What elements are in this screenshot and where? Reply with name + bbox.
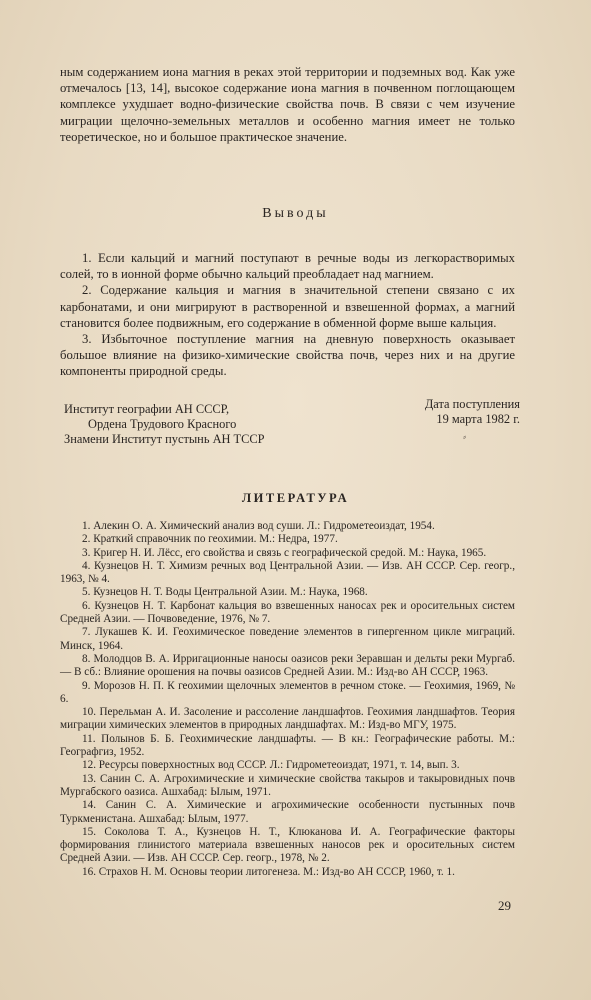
affiliation-line: Ордена Трудового Красного — [88, 417, 237, 431]
conclusion-item: 3. Избыточное поступление магния на дневную поверхность оказывает большое влияние на физико-химические свойства почв, через них и на другие компоненты природной среды. — [60, 332, 515, 379]
intro-paragraph-block — [60, 64, 515, 145]
affiliation-line: Знамени Институт пустынь АН ТССР — [64, 432, 265, 446]
references-heading: ЛИТЕРАТУРА — [241, 491, 350, 505]
reference-item: 6. Кузнецов Н. Т. Карбонат кальция во взвешенных наносах рек и оросительных систем Средней Азии. — Почвоведение, 1976, № 7. — [60, 599, 515, 626]
intro-paragraph: ным содержанием иона магния в реках этой территории и подземных вод. Как уже отмечалось [13, 14], высокое содержание иона магния в почвенном поглощающем комплексе ухудшает водно-физические свойства почв. В связи с чем изучение миграции щелочно-земельных металлов и особенно магния имеет не только теоретическое, но и большое практическое значение. — [60, 65, 515, 144]
reference-item: 12. Ресурсы поверхностных вод СССР. Л.: Гидрометеоиздат, 1971, т. 14, вып. 3. — [82, 759, 460, 772]
reference-item: 11. Полынов Б. Б. Геохимические ландшафты. — В кн.: Географические работы. М.: Географгиз, 1952. — [60, 732, 515, 759]
reference-item: 1. Алекин О. А. Химический анализ вод суши. Л.: Гидрометеоиздат, 1954. — [82, 520, 435, 532]
reference-item: 7. Лукашев К. И. Геохимическое поведение элементов в гипергенном цикле миграций. Минск, 1964. — [60, 626, 515, 652]
conclusions-list — [60, 250, 515, 380]
reference-item: 4. Кузнецов Н. Т. Химизм речных вод Центральной Азии. — Изв. АН СССР. Сер. геогр., 1963, № 4. — [60, 559, 515, 586]
scan-mark: ⸗ — [463, 432, 467, 443]
reference-item: 8. Молодцов В. А. Ирригационные наносы оазисов реки Зеравшан и дельты реки Мургаб. — В сб.: Влияние орошения на почвы оазисов Средней Азии. М.: Изд-во АН СССР, 1963. — [60, 652, 515, 679]
received-date — [380, 397, 520, 427]
reference-item: 13. Санин С. А. Агрохимические и химические свойства такыров и такыровидных почв Мургабского оазиса. Ашхабад: Ылым, 1971. — [60, 772, 515, 798]
references-list — [60, 520, 515, 879]
page-number: 29 — [498, 898, 511, 913]
conclusions-heading: Выводы — [262, 206, 329, 221]
received-label: Дата поступления — [424, 397, 520, 411]
reference-item: 10. Перельман А. И. Засоление и рассоление ландшафтов. Геохимия ландшафтов. Теория миграции химических элементов в природных ландшафтах. М.: Изд-во МГУ, 1975. — [60, 706, 515, 732]
conclusion-item: 1. Если кальций и магний поступают в речные воды из легкорастворимых солей, то в ионной форме обычно кальций преобладает над магнием. — [60, 251, 515, 282]
reference-item: 2. Краткий справочник по геохимии. М.: Недра, 1977. — [82, 533, 338, 546]
reference-item: 15. Соколова Т. А., Кузнецов Н. Т., Клюканова И. А. Географические факторы формирования глинистого материала взвешенных наносов рек и оросительных систем Средней Азии. — Изв. АН СССР. Сер. геогр., 1978, № 2. — [60, 825, 515, 865]
reference-item: 5. Кузнецов Н. Т. Воды Центральной Азии. М.: Наука, 1968. — [82, 586, 368, 599]
reference-item: 3. Кригер Н. И. Лёсс, его свойства и связь с географической средой. М.: Наука, 1965. — [82, 546, 487, 559]
reference-item: 16. Страхов Н. М. Основы теории литогенеза. М.: Изд-во АН СССР, 1960, т. 1. — [82, 865, 455, 878]
reference-item: 9. Морозов Н. П. К геохимии щелочных элементов в речном стоке. — Геохимия, 1969, № 6. — [60, 679, 515, 705]
affiliation-line: Институт географии АН СССР, — [64, 402, 230, 416]
conclusion-item: 2. Содержание кальция и магния в значительной степени связано с их карбонатами, и они мигрируют в растворенной и взвешенной формах, а магний становится более подвижным, его содержание в обменной форме выше кальция. — [60, 283, 515, 330]
reference-item: 14. Санин С. А. Химические и агрохимические особенности пустынных почв Туркменистана. Ашхабад: Ылым, 1977. — [60, 799, 515, 825]
received-value: 19 марта 1982 г. — [436, 412, 520, 426]
affiliation — [64, 402, 265, 447]
